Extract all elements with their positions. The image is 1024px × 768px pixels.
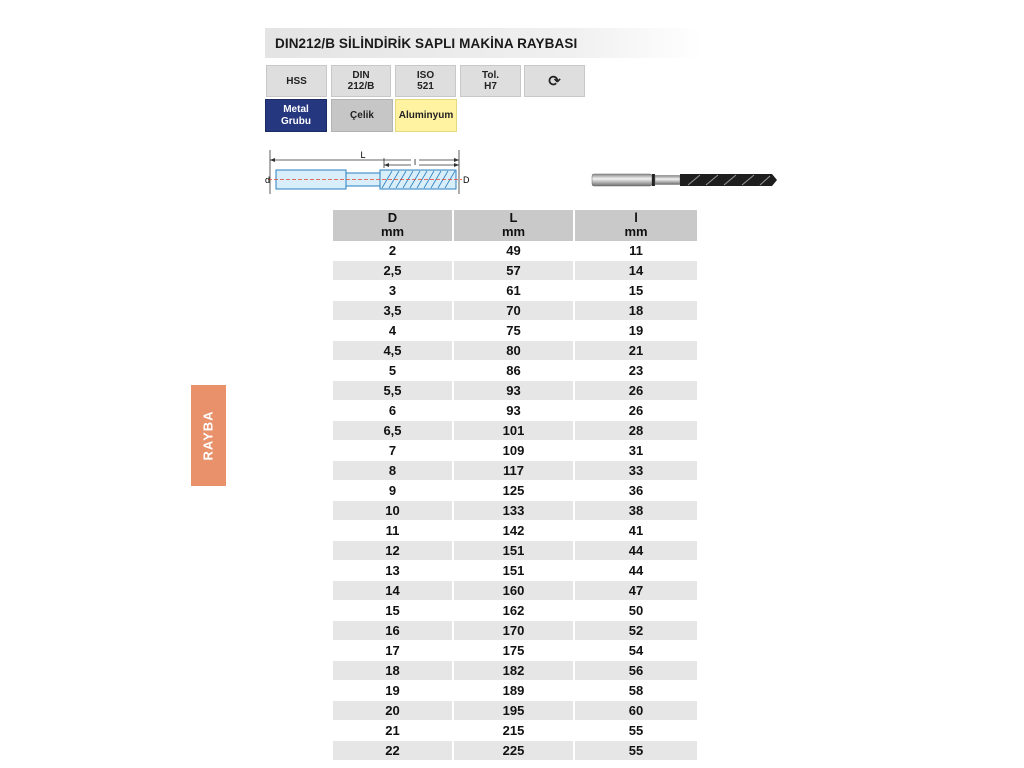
cell-L: 162 [454, 601, 573, 620]
table-row [333, 681, 697, 701]
table-row [333, 661, 697, 681]
spec-rotation [524, 65, 585, 97]
cell-D: 8 [333, 461, 452, 480]
material-aluminum-label: Aluminyum [398, 109, 454, 121]
column-header-l-unit: mm [624, 224, 648, 239]
cell-L: 117 [454, 461, 573, 480]
table-row [333, 301, 697, 321]
rotation-icon: ⟳ [548, 72, 561, 90]
table-row [333, 421, 697, 441]
cell-D: 4,5 [333, 341, 452, 360]
table-row [333, 341, 697, 361]
cell-D: 3,5 [333, 301, 452, 320]
column-header-l-name: l [634, 210, 638, 225]
cell-L: 160 [454, 581, 573, 600]
cell-l: 15 [575, 281, 697, 300]
column-header-D [333, 210, 452, 241]
cell-D: 11 [333, 521, 452, 540]
cell-L: 70 [454, 301, 573, 320]
table-row [333, 581, 697, 601]
cell-L: 75 [454, 321, 573, 340]
cell-D: 7 [333, 441, 452, 460]
cell-D: 19 [333, 681, 452, 700]
cell-D: 18 [333, 661, 452, 680]
cell-l: 44 [575, 541, 697, 560]
cell-D: 5 [333, 361, 452, 380]
cell-L: 109 [454, 441, 573, 460]
cell-D: 6 [333, 401, 452, 420]
spec-din [331, 65, 391, 97]
cell-l: 26 [575, 401, 697, 420]
cell-l: 41 [575, 521, 697, 540]
material-aluminum [395, 99, 457, 132]
table-row [333, 641, 697, 661]
cell-L: 142 [454, 521, 573, 540]
cell-l: 23 [575, 361, 697, 380]
metal-group-line1: Metal [283, 103, 309, 115]
cell-l: 50 [575, 601, 697, 620]
cell-L: 182 [454, 661, 573, 680]
category-side-tab [191, 385, 226, 486]
column-header-D-name: D [387, 210, 398, 225]
table-row [333, 521, 697, 541]
cell-l: 55 [575, 721, 697, 740]
cell-l: 33 [575, 461, 697, 480]
cell-l: 44 [575, 561, 697, 580]
cell-D: 3 [333, 281, 452, 300]
cell-l: 26 [575, 381, 697, 400]
cell-D: 2,5 [333, 261, 452, 280]
dimension-l-label: l [414, 158, 416, 167]
spec-din-value: 212/B [347, 81, 375, 92]
cell-l: 54 [575, 641, 697, 660]
cell-l: 38 [575, 501, 697, 520]
cell-L: 175 [454, 641, 573, 660]
table-row [333, 381, 697, 401]
cell-l: 55 [575, 741, 697, 760]
column-header-l [575, 210, 697, 241]
cell-D: 10 [333, 501, 452, 520]
cell-L: 170 [454, 621, 573, 640]
table-row [333, 361, 697, 381]
cell-L: 225 [454, 741, 573, 760]
column-header-D-unit: mm [380, 224, 405, 239]
cell-l: 28 [575, 421, 697, 440]
cell-D: 6,5 [333, 421, 452, 440]
column-header-L-name: L [509, 210, 518, 225]
cell-D: 14 [333, 581, 452, 600]
page-title: DIN212/B SİLİNDİRİK SAPLI MAKİNA RAYBASI [275, 36, 578, 51]
material-steel [331, 99, 393, 132]
table-row [333, 721, 697, 741]
spec-iso-value: 521 [417, 81, 434, 92]
cell-L: 125 [454, 481, 573, 500]
reamer-product-image [588, 170, 780, 190]
cell-D: 15 [333, 601, 452, 620]
table-row [333, 261, 697, 281]
cell-l: 19 [575, 321, 697, 340]
cell-L: 151 [454, 561, 573, 580]
cell-D: 2 [333, 241, 452, 260]
table-row [333, 741, 697, 761]
table-row [333, 461, 697, 481]
metal-group-label [265, 99, 327, 132]
table-row [333, 621, 697, 641]
cell-L: 151 [454, 541, 573, 560]
cell-l: 56 [575, 661, 697, 680]
table-row [333, 501, 697, 521]
column-header-L-unit: mm [501, 224, 526, 239]
dimension-D-label: D [463, 175, 470, 185]
table-row [333, 441, 697, 461]
cell-D: 4 [333, 321, 452, 340]
side-tab-label: RAYBA [201, 410, 216, 461]
reamer-technical-drawing [264, 148, 472, 196]
table-row [333, 321, 697, 341]
table-row [333, 281, 697, 301]
spec-tol-value: H7 [484, 81, 497, 92]
cell-l: 36 [575, 481, 697, 500]
cell-D: 20 [333, 701, 452, 720]
cell-l: 52 [575, 621, 697, 640]
table-row [333, 561, 697, 581]
cell-D: 9 [333, 481, 452, 500]
cell-D: 17 [333, 641, 452, 660]
cell-D: 16 [333, 621, 452, 640]
cell-l: 11 [575, 241, 697, 260]
spec-hss [266, 65, 327, 97]
cell-l: 47 [575, 581, 697, 600]
cell-L: 61 [454, 281, 573, 300]
cell-L: 86 [454, 361, 573, 380]
spec-tolerance [460, 65, 521, 97]
cell-L: 80 [454, 341, 573, 360]
table-row [333, 481, 697, 501]
cell-D: 12 [333, 541, 452, 560]
spec-hss-label: HSS [286, 75, 307, 87]
material-steel-label: Çelik [350, 109, 374, 121]
cell-L: 49 [454, 241, 573, 260]
cell-l: 60 [575, 701, 697, 720]
table-row [333, 601, 697, 621]
column-header-L [454, 210, 573, 241]
cell-D: 13 [333, 561, 452, 580]
spec-iso [395, 65, 456, 97]
spec-tol-label: Tol. [481, 70, 500, 81]
cell-l: 58 [575, 681, 697, 700]
cell-L: 101 [454, 421, 573, 440]
title-bar [265, 28, 703, 58]
cell-D: 21 [333, 721, 452, 740]
dimension-d-label: d [265, 175, 271, 185]
metal-group-line2: Grubu [281, 115, 311, 127]
cell-L: 93 [454, 401, 573, 420]
cell-L: 57 [454, 261, 573, 280]
cell-L: 215 [454, 721, 573, 740]
cell-L: 93 [454, 381, 573, 400]
cell-l: 31 [575, 441, 697, 460]
cell-l: 18 [575, 301, 697, 320]
dimension-L-label: L [360, 150, 366, 160]
cell-L: 133 [454, 501, 573, 520]
cell-l: 21 [575, 341, 697, 360]
table-row [333, 701, 697, 721]
cell-D: 5,5 [333, 381, 452, 400]
spec-din-label: DIN [352, 70, 370, 81]
table-row [333, 401, 697, 421]
cell-L: 189 [454, 681, 573, 700]
table-row [333, 241, 697, 261]
spec-iso-label: ISO [416, 70, 435, 81]
cell-l: 14 [575, 261, 697, 280]
table-row [333, 541, 697, 561]
cell-D: 22 [333, 741, 452, 760]
cell-L: 195 [454, 701, 573, 720]
